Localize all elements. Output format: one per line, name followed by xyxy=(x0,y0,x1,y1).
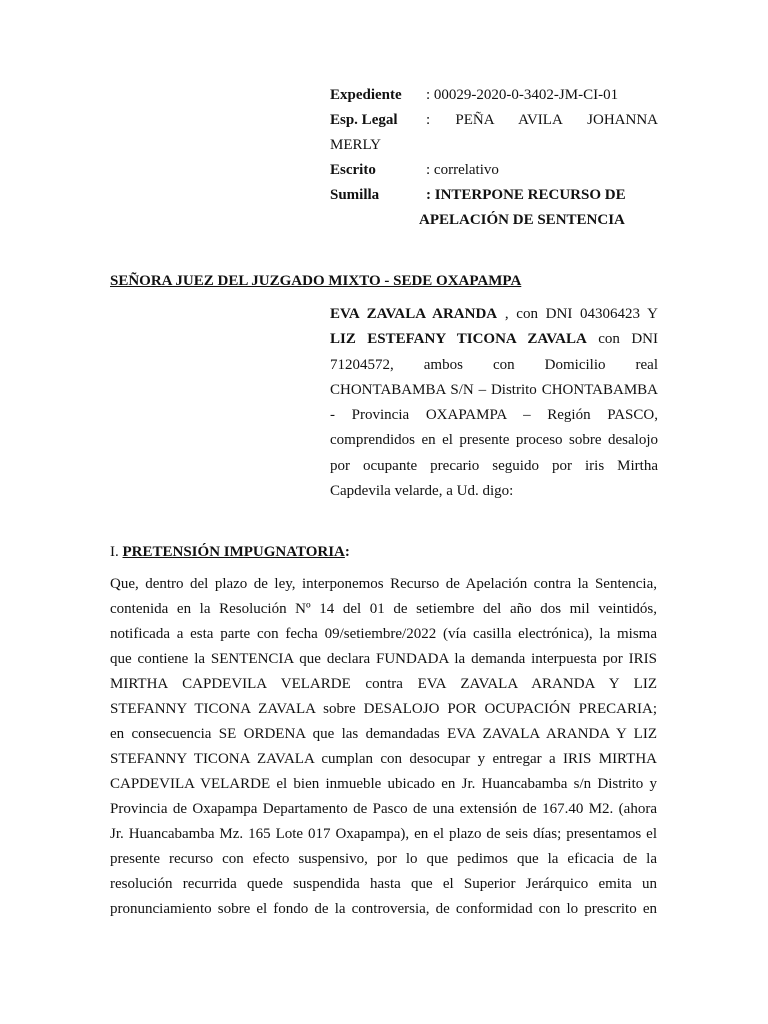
body-line: Provincia de Oxapampa Departamento de Pasco de una extensión de 167.40 M2. (ahora xyxy=(110,801,657,817)
sumilla-value: : INTERPONE RECURSO DE xyxy=(426,187,626,203)
sumilla-row xyxy=(330,183,658,208)
body-line: en consecuencia SE ORDENA que las demandadas EVA ZAVALA ARANDA Y LIZ xyxy=(110,726,657,742)
section-title xyxy=(110,540,350,564)
section-title-text: PRETENSIÓN IMPUGNATORIA xyxy=(122,544,345,560)
section-number: I. xyxy=(110,544,123,560)
body-line: resolución recurrida quede suspendida hasta que el Superior Jerárquico emita un xyxy=(110,876,657,892)
body-line: STEFANNY TICONA ZAVALA sobre DESALOJO POR OCUPACIÓN PRECARIA; xyxy=(110,701,657,717)
sumilla-label: Sumilla xyxy=(330,187,380,203)
body-line: contenida en la Resolución Nº 14 del 01 de setiembre del año dos mil veintidós, xyxy=(110,601,657,617)
body-line: que contiene la SENTENCIA que declara FUNDADA la demanda interpuesta por IRIS xyxy=(110,651,657,667)
esp-legal-value-cont: MERLY xyxy=(330,137,381,153)
body-line: STEFANNY TICONA ZAVALA cumplan con desocupar y entregar a IRIS MIRTHA xyxy=(110,751,657,767)
section-title-colon: : xyxy=(344,544,350,560)
body-line: notificada a esta parte con fecha 09/setiembre/2022 (vía casilla electrónica), la misma xyxy=(110,626,657,642)
addressee-heading: SEÑORA JUEZ DEL JUZGADO MIXTO - SEDE OXAPAMPA xyxy=(110,273,522,289)
expediente-label: Expediente xyxy=(330,87,402,103)
escrito-row xyxy=(330,158,658,183)
escrito-label: Escrito xyxy=(330,162,376,178)
parties-paragraph xyxy=(330,302,658,504)
party-text-2: con DNI 71204572, ambos con Domicilio real CHONTABAMBA S/N – Distrito CHONTABAMBA - Provincia OXAPAMPA – Región PASCO, comprendidos en el presente proceso sobre desalojo por ocupante precario seguido por iris Mirtha Capdevila velarde, a Ud. digo: xyxy=(330,331,658,500)
party-name-1: EVA ZAVALA ARANDA xyxy=(330,306,498,322)
body-paragraph xyxy=(110,572,657,922)
expediente-value: : 00029-2020-0-3402-JM-CI-01 xyxy=(426,87,619,103)
body-line: CAPDEVILA VELARDE el bien inmueble ubicado en Jr. Huancabamba s/n Distrito y xyxy=(110,776,657,792)
body-line: Jr. Huancabamba Mz. 165 Lote 017 Oxapampa), en el plazo de seis días; presentamos el xyxy=(110,826,657,842)
party-name-2: LIZ ESTEFANY TICONA ZAVALA xyxy=(330,331,587,348)
sumilla-row-cont xyxy=(330,208,658,233)
expediente-row xyxy=(330,83,658,108)
body-line: Que, dentro del plazo de ley, interponemos Recurso de Apelación contra la Sentencia, xyxy=(110,576,657,592)
esp-legal-value: : PEÑA AVILA JOHANNA xyxy=(426,112,658,128)
body-line: pronunciamiento sobre el fondo de la controversia, de conformidad con lo prescrito en xyxy=(110,901,657,917)
esp-legal-label: Esp. Legal xyxy=(330,112,398,128)
body-line: MIRTHA CAPDEVILA VELARDE contra EVA ZAVALA ARANDA Y LIZ xyxy=(110,676,657,692)
esp-legal-row xyxy=(330,108,658,133)
case-header xyxy=(330,83,658,233)
escrito-value: : correlativo xyxy=(426,162,499,178)
party-text-1: , con DNI 04306423 Y xyxy=(497,306,658,322)
sumilla-value-cont: APELACIÓN DE SENTENCIA xyxy=(419,212,625,228)
body-line: presente recurso con efecto suspensivo, por lo que pedimos que la eficacia de la xyxy=(110,851,657,867)
esp-legal-row-cont xyxy=(330,133,658,158)
